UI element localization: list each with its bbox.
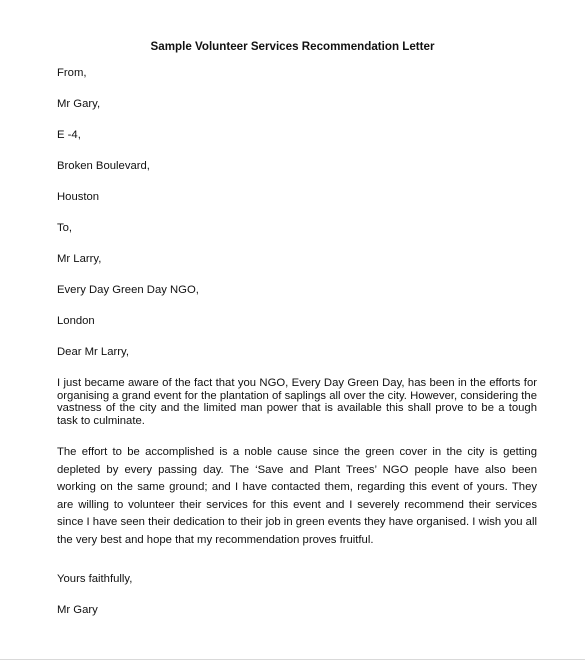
body-paragraph-1: I just became aware of the fact that you NGO, Every Day Green Day, has been in the efforts for organising a grand event for the plantation of saplings all over the city. However, considering the vastness of the city and the limited man power that is available this shall prove to be a tough task to culminate. [57,377,537,427]
from-label: From, [57,67,87,79]
closing: Yours faithfully, [57,573,133,585]
to-label: To, [57,222,73,234]
sender-address-line-1: E -4, [57,129,81,141]
sender-city: Houston [57,191,100,203]
recipient-organization: Every Day Green Day NGO, [57,284,199,296]
letter-title: Sample Volunteer Services Recommendation Letter [150,40,435,53]
sender-address-line-2: Broken Boulevard, [57,160,150,172]
salutation: Dear Mr Larry, [57,346,129,358]
signature: Mr Gary [57,604,98,616]
recipient-name: Mr Larry, [57,253,102,265]
sender-name: Mr Gary, [57,98,101,110]
recipient-city: London [57,315,95,327]
body-paragraph-2: The effort to be accomplished is a noble cause since the green cover in the city is getting depleted by every passing day. The ‘Save and Plant Trees’ NGO people have also been working on the same ground; and I have contacted them, regarding this event of yours. They are willing to volunteer their services for this event and I severely recommend their services since I have seen their dedication to their job in green events they have organised. I wish you all the very best and hope that my recommendation proves fruitful. [57,446,537,546]
